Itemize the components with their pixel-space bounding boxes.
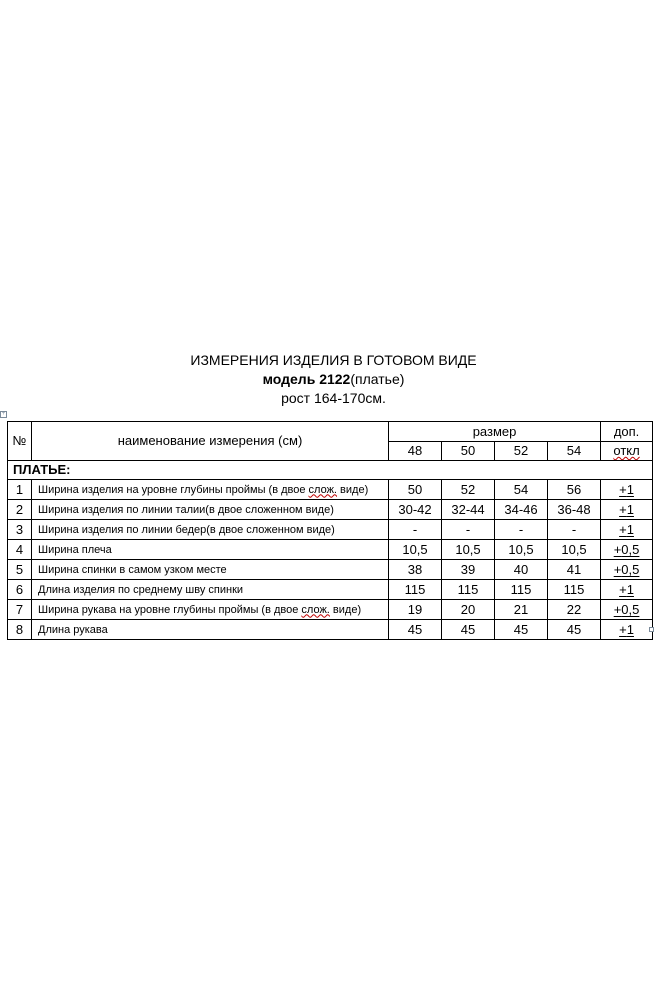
value-54: 22 (548, 600, 601, 620)
measurements-table (7, 421, 653, 640)
value-52: 40 (495, 560, 548, 580)
size-50: 50 (442, 442, 495, 461)
row-number: 6 (8, 580, 32, 600)
model-number: модель 2122 (262, 371, 351, 387)
height-range: рост 164-170см. (281, 390, 386, 406)
table-row (8, 600, 653, 620)
tolerance: +0,5 (601, 540, 653, 560)
value-50: - (442, 520, 495, 540)
value-54: - (548, 520, 601, 540)
size-54: 54 (548, 442, 601, 461)
table-row (8, 540, 653, 560)
row-number: 2 (8, 500, 32, 520)
value-52: 54 (495, 480, 548, 500)
value-54: 115 (548, 580, 601, 600)
table-row (8, 520, 653, 540)
value-54: 56 (548, 480, 601, 500)
document-title: ИЗМЕРЕНИЯ ИЗДЕЛИЯ В ГОТОВОМ ВИДЕ (190, 352, 477, 368)
value-52: 45 (495, 620, 548, 640)
row-number: 4 (8, 540, 32, 560)
row-number: 8 (8, 620, 32, 640)
table-row (8, 500, 653, 520)
value-48: 19 (389, 600, 442, 620)
table-move-handle-icon[interactable]: + (1, 411, 6, 417)
value-50: 115 (442, 580, 495, 600)
value-48: 30-42 (389, 500, 442, 520)
measure-name: Длина рукава (32, 620, 389, 640)
value-54: 41 (548, 560, 601, 580)
tolerance: +1 (601, 520, 653, 540)
value-50: 10,5 (442, 540, 495, 560)
value-48: 38 (389, 560, 442, 580)
value-52: 21 (495, 600, 548, 620)
tolerance: +0,5 (601, 560, 653, 580)
tolerance: +1 (601, 620, 653, 640)
table-row (8, 560, 653, 580)
header-tolerance-2 (601, 442, 653, 461)
value-48: 45 (389, 620, 442, 640)
value-50: 32-44 (442, 500, 495, 520)
header-size: размер (389, 422, 601, 442)
row-number: 3 (8, 520, 32, 540)
tolerance: +0,5 (601, 600, 653, 620)
row-number: 1 (8, 480, 32, 500)
table-row (8, 580, 653, 600)
size-48: 48 (389, 442, 442, 461)
model-line (0, 370, 667, 388)
header-number: № (8, 422, 32, 461)
row-number: 5 (8, 560, 32, 580)
tolerance: +1 (601, 580, 653, 600)
value-54: 10,5 (548, 540, 601, 560)
value-52: 115 (495, 580, 548, 600)
table-resize-handle-icon[interactable] (649, 627, 654, 632)
tolerance: +1 (601, 500, 653, 520)
value-52: 10,5 (495, 540, 548, 560)
table-row (8, 480, 653, 500)
measure-name: Ширина рукава на уровне глубины проймы (в двое слож. виде) (32, 600, 389, 620)
group-label: ПЛАТЬЕ: (8, 461, 653, 480)
table-row (8, 620, 653, 640)
value-48: 50 (389, 480, 442, 500)
row-number: 7 (8, 600, 32, 620)
measure-name: Ширина изделия по линии бедер(в двое сложенном виде) (32, 520, 389, 540)
tolerance: +1 (601, 480, 653, 500)
value-48: 115 (389, 580, 442, 600)
measure-name: Ширина изделия по линии талии(в двое сложенном виде) (32, 500, 389, 520)
value-54: 36-48 (548, 500, 601, 520)
value-50: 45 (442, 620, 495, 640)
header-row (8, 422, 653, 442)
value-48: 10,5 (389, 540, 442, 560)
value-50: 20 (442, 600, 495, 620)
value-54: 45 (548, 620, 601, 640)
tolerance-abbrev: откл (613, 443, 640, 458)
header-tolerance-1: доп. (601, 422, 653, 442)
header-measure-name: наименование измерения (см) (32, 422, 389, 461)
model-type: (платье) (350, 371, 405, 387)
measure-name: Ширина спинки в самом узком месте (32, 560, 389, 580)
measure-name: Ширина изделия на уровне глубины проймы (в двое слож. виде) (32, 480, 389, 500)
value-50: 39 (442, 560, 495, 580)
measure-name: Ширина плеча (32, 540, 389, 560)
value-52: - (495, 520, 548, 540)
size-52: 52 (495, 442, 548, 461)
value-50: 52 (442, 480, 495, 500)
value-52: 34-46 (495, 500, 548, 520)
measure-name: Длина изделия по среднему шву спинки (32, 580, 389, 600)
value-48: - (389, 520, 442, 540)
group-row (8, 461, 653, 480)
